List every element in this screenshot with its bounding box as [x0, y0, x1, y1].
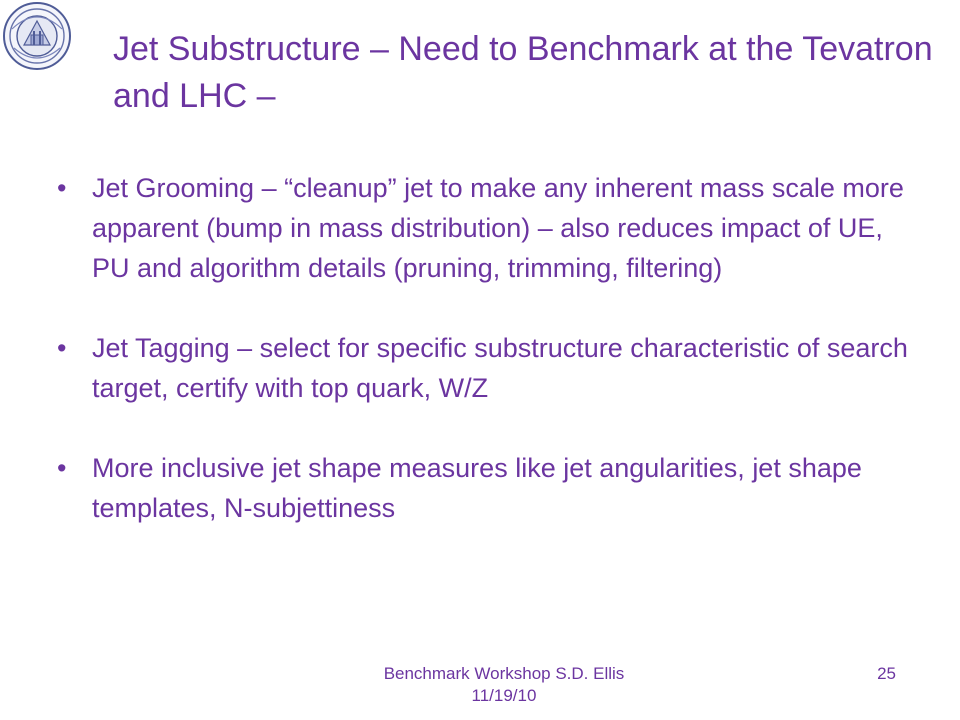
page-number: 25 [877, 664, 896, 683]
bullet-icon: • [57, 173, 67, 203]
bullet-list [57, 168, 917, 528]
bullet-icon: • [57, 453, 67, 483]
bullet-icon: • [57, 333, 67, 363]
bullet-text: Jet Grooming – “cleanup” jet to make any inherent mass scale more apparent (bump in mass distribution) – also reduces impact of UE, PU and algorithm details (pruning, trimming, filtering) [92, 173, 904, 283]
slide-title: Jet Substructure – Need to Benchmark at the Tevatron and LHC – [113, 30, 933, 115]
bullet-item [57, 448, 917, 528]
bullet-text: More inclusive jet shape measures like jet angularities, jet shape templates, N-subjettiness [92, 453, 862, 523]
bullet-item [57, 328, 917, 408]
footer-text: Benchmark Workshop S.D. Ellis 11/19/10 [383, 664, 625, 705]
bullet-text: Jet Tagging – select for specific substructure characteristic of search target, certify with top quark, W/Z [92, 333, 908, 403]
bullet-item [57, 168, 917, 288]
university-seal-icon [2, 1, 72, 71]
